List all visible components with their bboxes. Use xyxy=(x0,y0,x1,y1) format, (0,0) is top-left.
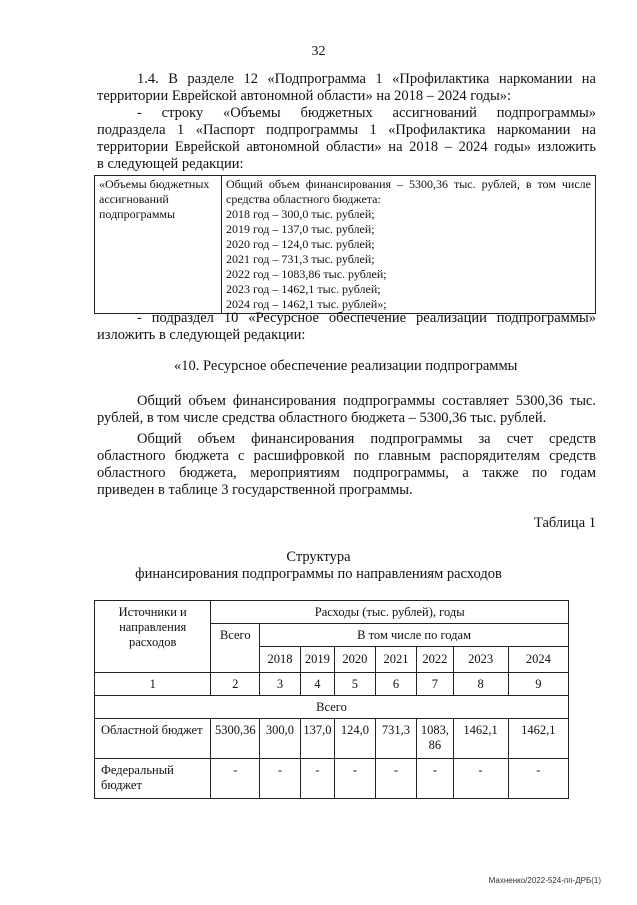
row-value: 1462,1 xyxy=(508,719,568,759)
table-label: Таблица 1 xyxy=(533,515,596,531)
passport-line: 2023 год – 1462,1 тыс. рублей; xyxy=(226,282,381,296)
row-value: 1083,86 xyxy=(417,719,453,759)
header-year: 2018 xyxy=(260,647,301,673)
item-line: в следующей редакции: xyxy=(97,156,244,172)
column-number: 3 xyxy=(260,673,301,696)
header-source: Источники и направления расходов xyxy=(95,601,211,673)
header-year: 2022 xyxy=(417,647,453,673)
row-value: 1462,1 xyxy=(453,719,508,759)
column-number: 1 xyxy=(95,673,211,696)
column-number: 7 xyxy=(417,673,453,696)
item-line: 1.4. В разделе 12 «Подпрограмма 1 «Профилактика наркомании на xyxy=(137,71,596,87)
table-row xyxy=(95,759,569,799)
financing-table xyxy=(94,600,569,799)
row-value: 300,0 xyxy=(260,719,301,759)
row-value: 124,0 xyxy=(335,719,376,759)
row-value: - xyxy=(417,759,453,799)
row-name: Областной бюджет xyxy=(95,719,211,759)
paragraph-2 xyxy=(97,431,596,499)
passport-content xyxy=(222,176,596,314)
row-value: - xyxy=(335,759,376,799)
row-name: Федеральный бюджет xyxy=(95,759,211,799)
para-line: областного бюджета, мероприятиям подпрограммы, а также по годам xyxy=(97,465,596,481)
passport-line: 2021 год – 731,3 тыс. рублей; xyxy=(226,252,375,266)
passport-line: 2024 год – 1462,1 тыс. рублей»; xyxy=(226,297,387,311)
row-value: 137,0 xyxy=(300,719,334,759)
para-line: рублей, в том числе средства областного бюджета – 5300,36 тыс. рублей. xyxy=(97,410,547,426)
passport-label: «Объемы бюджетных ассигнований подпрограммы xyxy=(95,176,222,314)
subsection-intro xyxy=(97,310,596,344)
item-line: подраздела 1 «Паспорт подпрограммы 1 «Профилактика наркомании на xyxy=(97,122,596,138)
column-number: 8 xyxy=(453,673,508,696)
column-number: 2 xyxy=(211,673,260,696)
column-number: 4 xyxy=(300,673,334,696)
table-subtitle: финансирования подпрограммы по направлениям расходов xyxy=(135,566,502,582)
row-value: - xyxy=(375,759,417,799)
intro-line: изложить в следующей редакции: xyxy=(97,327,306,343)
column-number: 6 xyxy=(375,673,417,696)
section-row-total: Всего xyxy=(95,696,569,719)
passport-line: 2020 год – 124,0 тыс. рублей; xyxy=(226,237,375,251)
table-row xyxy=(95,719,569,759)
column-number: 9 xyxy=(508,673,568,696)
row-value: - xyxy=(211,759,260,799)
item-line: территории Еврейской автономной области» на 2018 – 2024 годы»: xyxy=(97,88,512,104)
row-value: 731,3 xyxy=(375,719,417,759)
item-1-4 xyxy=(97,71,596,173)
header-by-years: В том числе по годам xyxy=(260,624,569,647)
item-line: - строку «Объемы бюджетных ассигнований подпрограммы» xyxy=(137,105,596,121)
passport-line: 2018 год – 300,0 тыс. рублей; xyxy=(226,207,375,221)
row-value: - xyxy=(508,759,568,799)
para-line: Общий объем финансирования подпрограммы составляет 5300,36 тыс. xyxy=(137,393,596,409)
passport-table xyxy=(94,175,596,314)
header-year: 2019 xyxy=(300,647,334,673)
header-year: 2021 xyxy=(375,647,417,673)
row-value: - xyxy=(453,759,508,799)
footer-code: Махненко/2022-524-пп-ДРБ(1) xyxy=(488,876,601,885)
para-line: Общий объем финансирования подпрограммы за счет средств xyxy=(137,431,596,447)
header-year: 2023 xyxy=(453,647,508,673)
passport-line: 2022 год – 1083,86 тыс. рублей; xyxy=(226,267,387,281)
item-line: территории Еврейской автономной области» на 2018 – 2024 годы» изложить xyxy=(97,139,596,155)
row-value: - xyxy=(300,759,334,799)
intro-line: - подраздел 10 «Ресурсное обеспечение реализации подпрограммы» xyxy=(137,310,596,326)
page-number: 32 xyxy=(311,44,326,59)
column-number: 5 xyxy=(335,673,376,696)
row-value: 5300,36 xyxy=(211,719,260,759)
table-title: Структура xyxy=(286,549,351,565)
para-line: приведен в таблице 3 государственной программы. xyxy=(97,482,413,498)
section-title: «10. Ресурсное обеспечение реализации подпрограммы xyxy=(174,358,518,374)
header-total: Всего xyxy=(211,624,260,673)
para-line: областного бюджета с расшифровкой по главным распорядителям средств xyxy=(97,448,596,464)
header-expenses: Расходы (тыс. рублей), годы xyxy=(211,601,569,624)
passport-line: Общий объем финансирования – 5300,36 тыс. рублей, в том числе средства областного бюджета: xyxy=(226,177,591,206)
header-year: 2020 xyxy=(335,647,376,673)
header-year: 2024 xyxy=(508,647,568,673)
passport-line: 2019 год – 137,0 тыс. рублей; xyxy=(226,222,375,236)
row-value: - xyxy=(260,759,301,799)
paragraph-1 xyxy=(97,393,596,427)
